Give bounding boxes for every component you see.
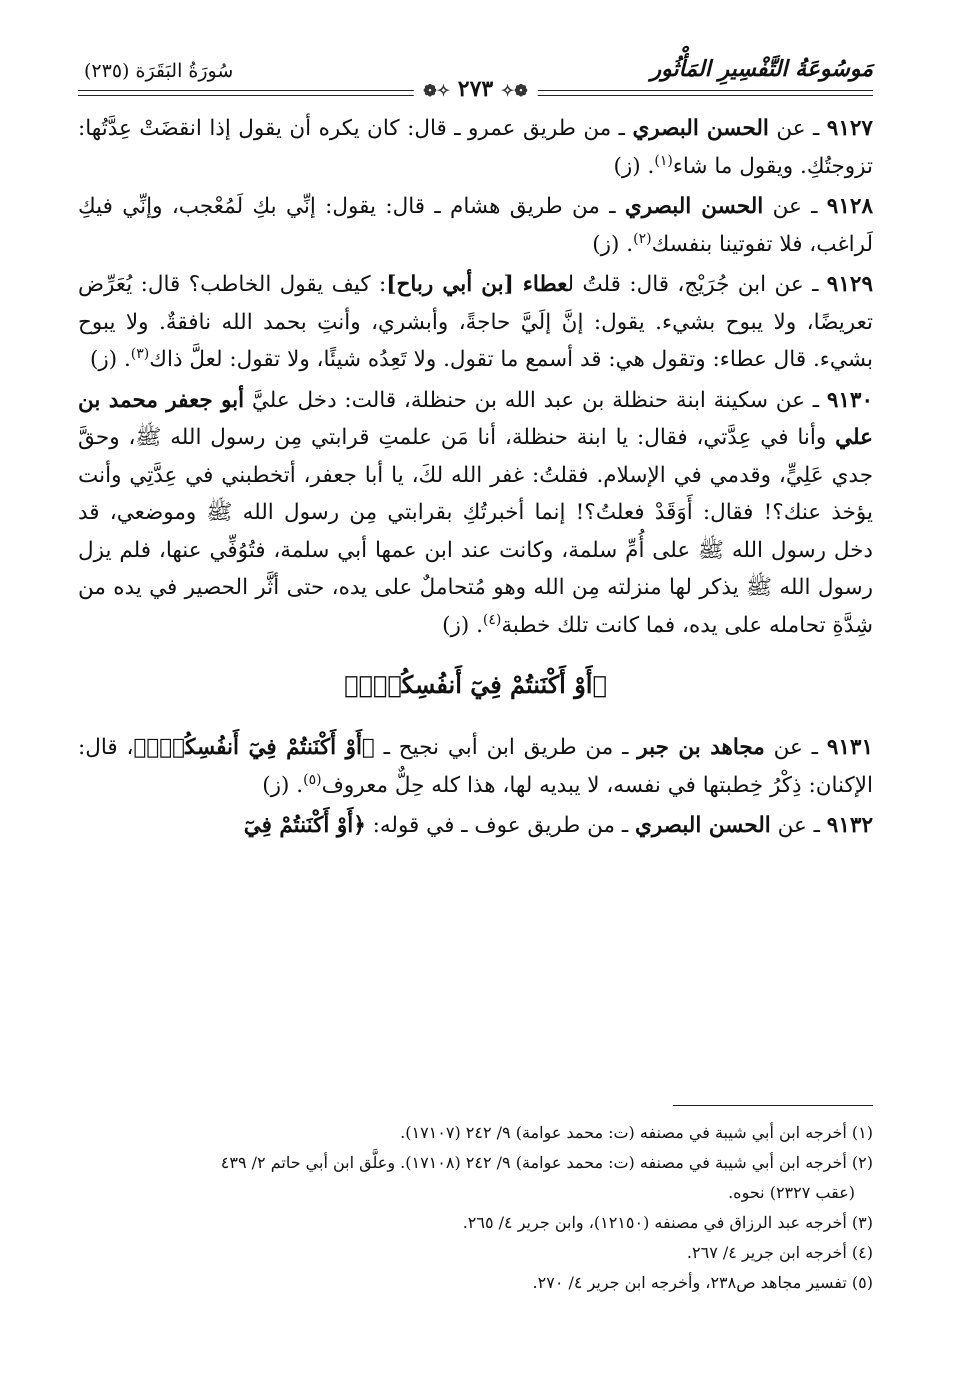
footnote: (٣) أخرجه عبد الرزاق في مصنفه (١٢١٥٠)، وابن جرير ٤/ ٢٦٥. [462,1213,873,1232]
footnote-ref: (٣) [130,345,150,362]
narrator: أبو جعفر محمد بن علي [78,387,873,450]
narrator: الحسن البصري [624,194,764,219]
source-tag: . (ز) [592,231,634,257]
footnote-separator [78,1105,873,1106]
source-tag: . (ز) [613,153,655,179]
footnote-ref: (٤) [482,611,502,628]
quran-quote: ﴿أَوْ أَكْنَنتُمْ فِيٓ [243,813,366,838]
hadith-entry: ٩١٢٧ ـ عن الحسن البصري ـ من طريق عمرو ـ قال: كان يكره أن يقول إذا انقضَتْ عِدَّتُها: تزوجتُكِ. ويقول ما شاء$^{(١)}$. (ز) [78,116,873,179]
entry-number: ٩١٢٩ [826,272,873,297]
narrator: مجاهد بن جبر [637,735,765,760]
narrator: الحسن البصري [632,116,769,141]
book-title: مَوسُوعَةُ التَّفْسِيرِ المَأْثُور [650,56,873,82]
hadith-entry: ٩١٣١ ـ عن مجاهد بن جبر ـ من طريق ابن أبي نجيح ـ ﴿أَوْ أَكْنَنتُمْ فِيٓ أَنفُسِكُمْۚ﴾، قال: الإكنان: ذِكْرُ خِطبتها في نفسه، لا يبديه لها، هذا كله حِلٌّ معروف$^{(٥)}$. (ز) [78,735,874,798]
footnote-ref: (١) [654,152,673,169]
hadith-entry [78,382,873,645]
footnote: (٢) أخرجه ابن أبي شيبة في مصنفه (ت: محمد عوامة) ٩/ ٢٤٢ (١٧١٠٨). وعلَّق ابن أبي حاتم ٢/ ٤٣٩ [220,1153,873,1172]
narrator: عطاء [بن أبي رباح] [386,272,568,297]
ayah-heading: ﴿أَوْ أَكْنَنتُمْ فِيٓ أَنفُسِكُمْۚ﴾ [344,670,607,699]
header-rule [78,76,873,102]
hadith-entry [78,266,873,379]
entry-number: ٩١٢٨ [826,194,873,219]
footnote: (٤) أخرجه ابن جرير ٤/ ٢٦٧. [686,1243,873,1262]
narrator: الحسن البصري [634,813,771,838]
footnote-ref: (٥) [303,771,322,788]
entry-text: ـ من طريق هشام ـ قال: يقول: إنِّي بكِ لَمُعْجب، وإنِّي فيكِ لَراغب، فلا تفوتينا بنفسك [78,194,873,257]
entry-text: ـ من طريق ابن أبي نجيح ـ [374,735,629,760]
entry-number: ٩١٣٠ [826,387,874,413]
entry-text: : كيف يقول الخاطب؟ قال: يُعَرِّض تعريضًا، ولا يبوح بشيء. يقول: إنَّ إلَيَّ حاجةً، وأبشري، وأنتِ بحمد الله نافقةٌ. ولا يبوح بشيء. قال عطاء: وتقول هي: قد أسمع ما تقول. ولا تَعِدُه شيئًا، ولا تقول: لعلَّ ذاك [78,272,873,372]
ornament-icon: ✧❁ [423,81,451,100]
main-text [78,110,873,845]
footnote-ref: (٢) [633,230,652,247]
source-tag: . (ز) [262,772,304,798]
footnote: (٥) تفسير مجاهد ص٢٣٨، وأخرجه ابن جرير ٤/ ٢٧٠. [532,1273,873,1292]
entry-text: ـ عن سكينة ابنة حنظلة بن عبد الله بن حنظلة، قالت: دخل عليَّ [244,387,820,413]
surah-reference: سُورَةُ البَقَرَة (٢٣٥) [84,60,234,82]
hadith-entry: ٩١٣٢ ـ عن الحسن البصري ـ من طريق عوف ـ في قوله: ﴿أَوْ أَكْنَنتُمْ فِيٓ [243,813,873,838]
page [78,56,873,848]
entry-number: ٩١٢٧ [826,116,873,141]
footnotes [78,1118,873,1298]
source-tag: . (ز) [89,347,131,372]
hadith-entry: ٩١٢٨ ـ عن الحسن البصري ـ من طريق هشام ـ قال: يقول: إنِّي بكِ لَمُعْجب، وإنِّي فيكِ لَراغب، فلا تفوتينا بنفسك$^{(٢)}$. (ز) [78,194,873,257]
footnote: (١) أخرجه ابن أبي شيبة في مصنفه (ت: محمد عوامة) ٩/ ٢٤٢ (١٧١٠٧). [400,1123,873,1142]
page-number [413,76,537,102]
ornament-icon: ❁✧ [500,81,528,100]
page-number-text: ٢٧٣ [457,76,494,102]
entry-number: ٩١٣١ [826,735,874,760]
entry-text: ـ من طريق عوف ـ في قوله: [365,813,629,838]
quran-quote: ﴿أَوْ أَكْنَنتُمْ فِيٓ أَنفُسِكُمْۚ﴾ [133,735,375,760]
entry-text: ـ من طريق عمرو ـ قال: كان يكره أن يقول إذا انقضَتْ عِدَّتُها: تزوجتُكِ. ويقول ما شاء [78,116,873,179]
source-tag: . (ز) [442,612,483,638]
entry-text: ـ عن ابن جُرَيْج، قال: قلتُ ل [567,272,819,297]
entry-number: ٩١٣٢ [826,813,873,838]
footnote: (عقب ٢٣٢٧) نحوه. [728,1183,855,1202]
entry-text: وأنا في عِدَّتي، فقال: يا ابنة حنظلة، أنا مَن علمتِ قرابتي مِن رسول الله ﷺ، وحقَّ جدي عَلِيٍّ، وقدمي في الإسلام. فقلتُ: غفر الله لكَ، يا أبا جعفر، أتخطبني في عِدَّتِي وأنت يؤخذ عنك؟! فقال: أَوَقَدْ فعلتُ؟! إنما أخبرتُكِ بقرابتي مِن رسول الله ﷺ وموضعي، قد دخل رسول الله ﷺ على أُمِّ سلمة، وكانت عند ابن عمها أبي سلمة، فتُوُفِّي عنها، فلم يزل رسول الله ﷺ يذكر لها منزلته مِن الله وهو مُتحاملٌ على يده، حتى أثَّر الحصير في يده من شِدَّةِ تحامله على يده، فما كانت تلك خطبة [78,425,873,638]
entry-text: ، قال: الإكنان: ذِكْرُ خِطبتها في نفسه، لا يبديه لها، هذا كله حِلٌّ معروف [78,735,873,798]
